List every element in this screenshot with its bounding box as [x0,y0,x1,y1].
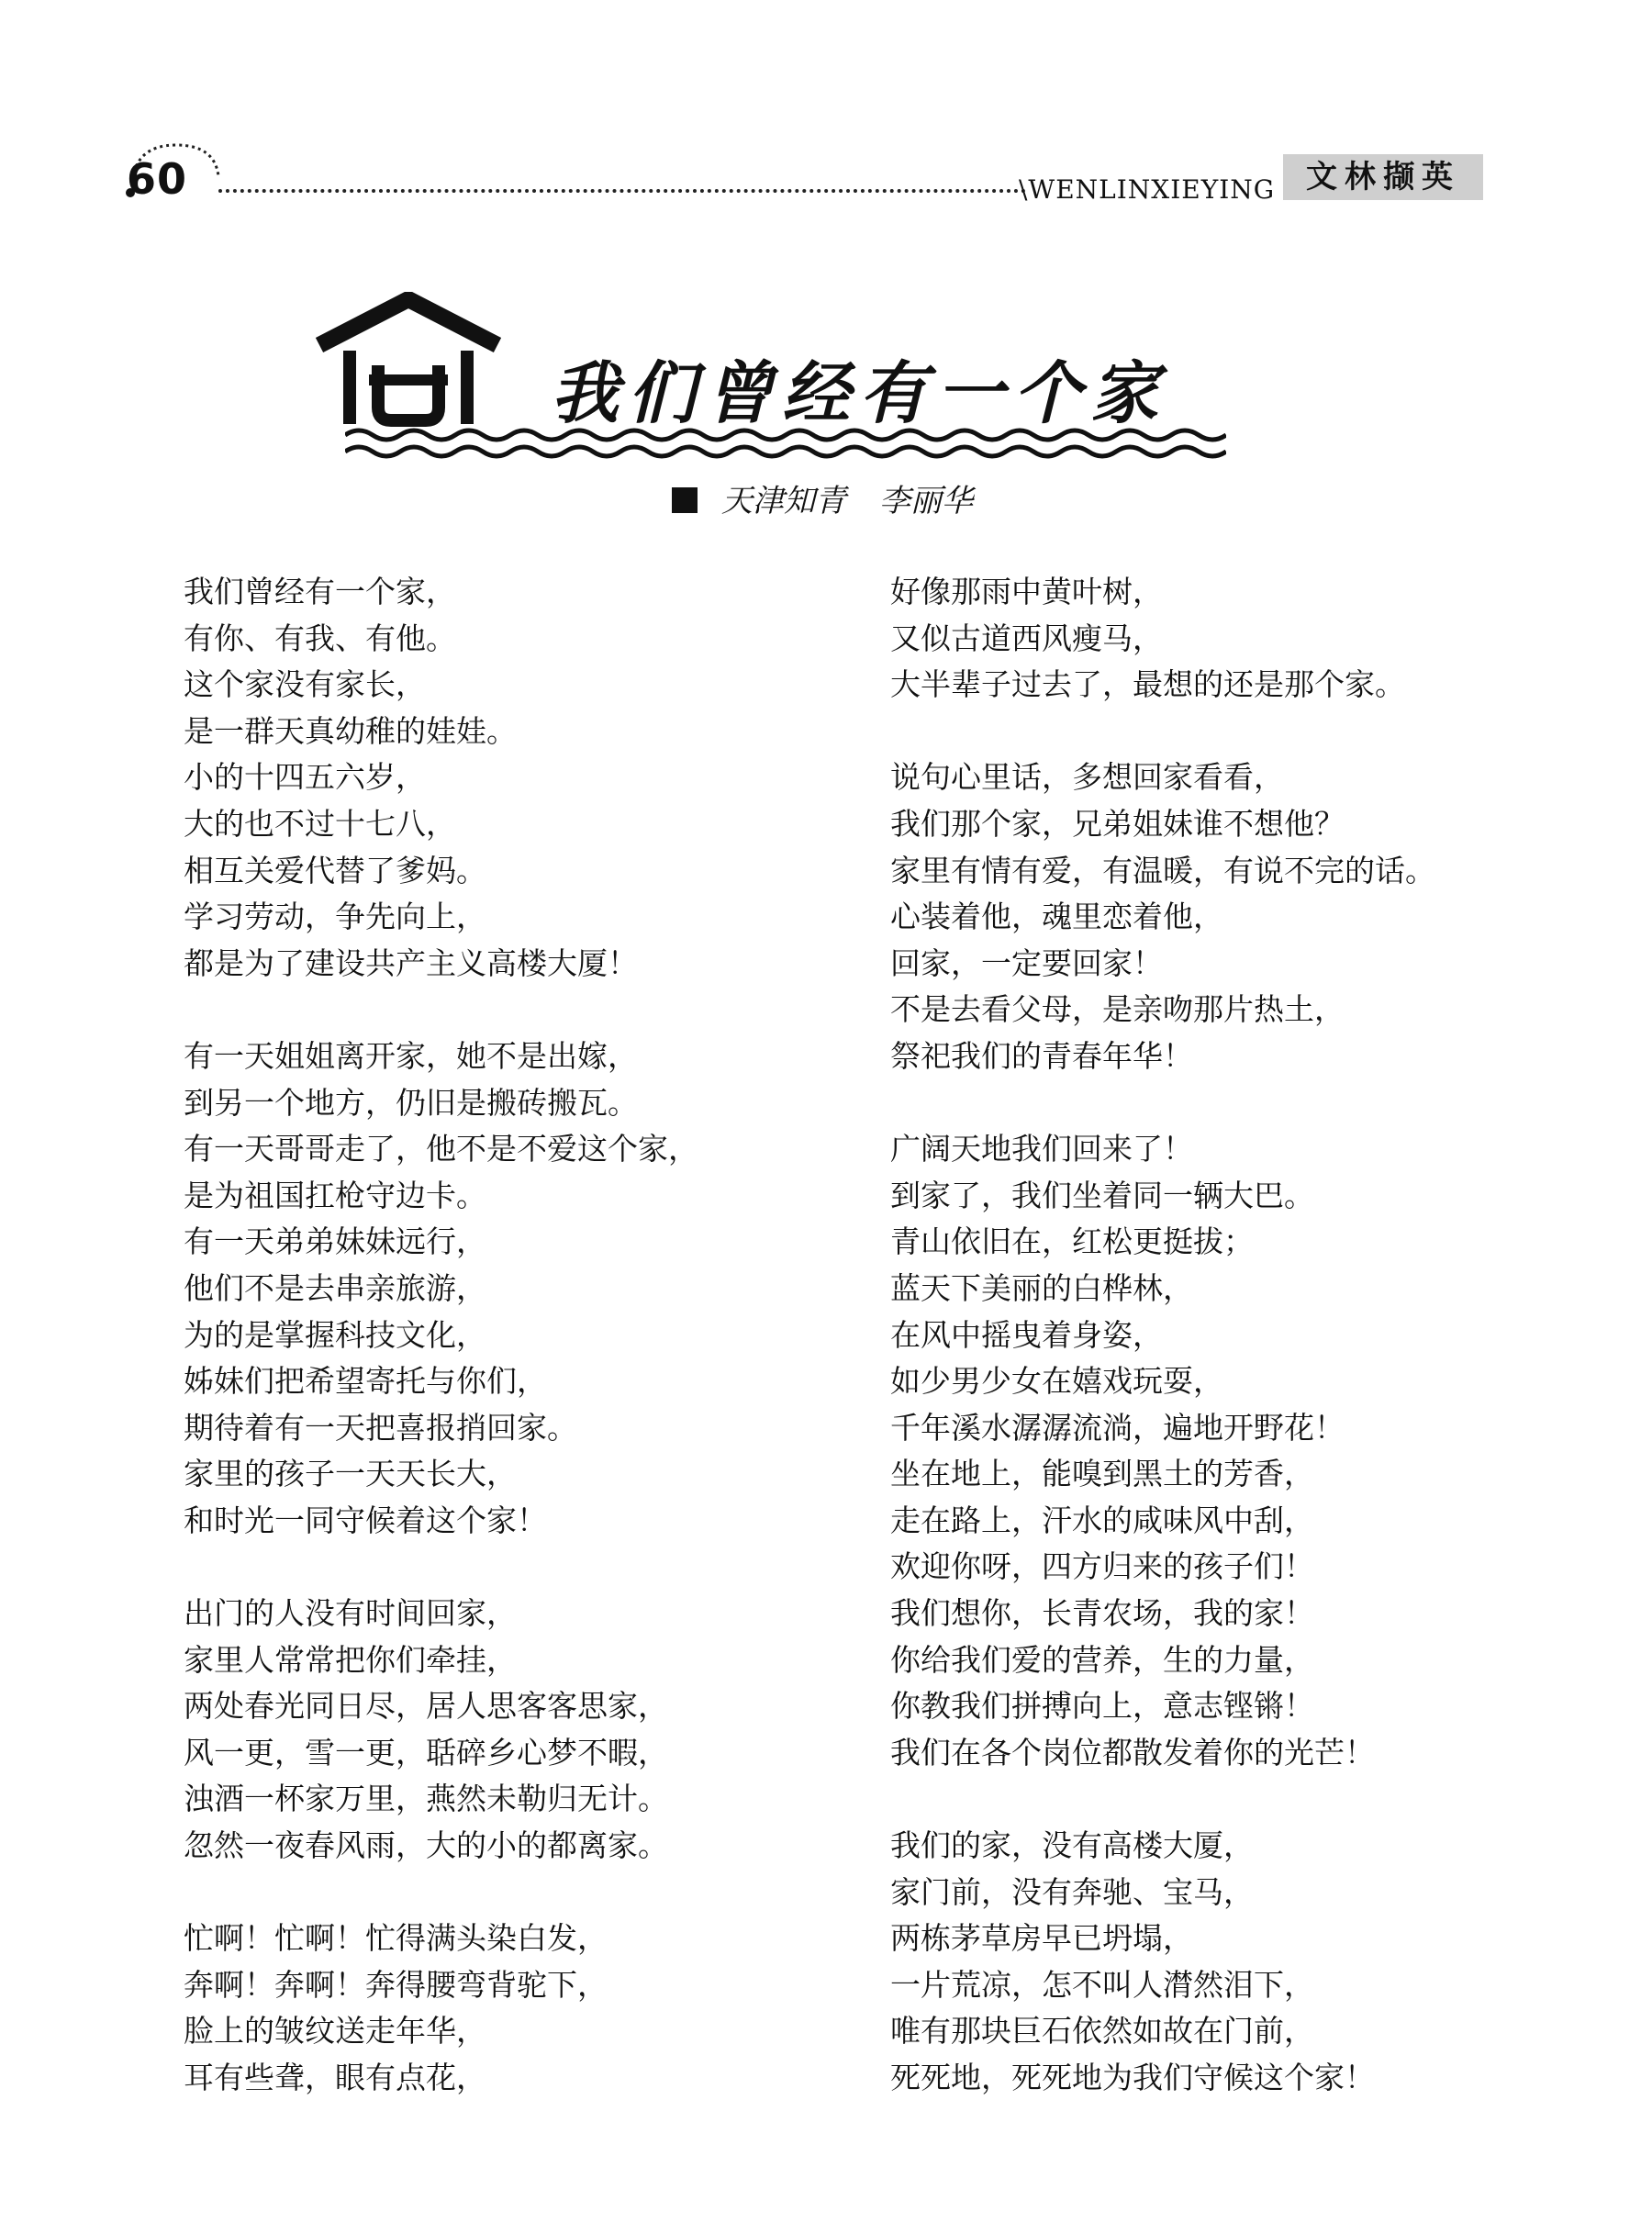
byline [672,475,973,520]
poem-line: 在风中摇曳着身姿， [890,1316,1163,1353]
poem-line: 大半辈子过去了，最想的还是那个家。 [890,666,1405,703]
poem-line: 你给我们爱的营养，生的力量， [890,1641,1314,1678]
dotted-leader-line [218,189,1026,193]
stanza-gap [184,1544,826,1591]
poem-line: 你教我们拼搏向上，意志铿锵！ [890,1688,1314,1725]
poem-line: 家里的孩子一天天长大， [184,1456,517,1492]
article-title: 我们曾经有一个家 [551,354,1167,433]
poem-line: 是为祖国扛枪守边卡。 [184,1177,486,1213]
poem-line: 青山依旧在，红松更挺拔； [890,1223,1254,1260]
poem-line: 又似古道西风瘦马， [890,620,1163,656]
poem-line: 说句心里话，多想回家看看， [890,759,1284,796]
poem-line: 两处春光同日尽，居人思客客思家， [184,1688,668,1725]
poem-line: 为的是掌握科技文化， [184,1316,486,1353]
poem-line: 不是去看父母，是亲吻那片热土， [890,991,1345,1028]
poem-line: 回家，一定要回家！ [890,944,1163,981]
poem-line: 都是为了建设共产主义高楼大厦！ [184,944,638,981]
poem-line: 我们那个家，兄弟姐妹谁不想他？ [890,805,1345,842]
wave-underline-decoration [345,424,1226,461]
byline-square-bullet [672,487,698,513]
magazine-name: \WENLINXIEYING [1019,174,1276,205]
poem-line: 出门的人没有时间回家， [184,1595,517,1632]
poem-line: 到另一个地方，仍旧是搬砖搬瓦。 [184,1084,638,1121]
stanza-gap [890,1080,1551,1127]
poem-line: 走在路上，汗水的咸味风中刮， [890,1502,1314,1538]
poem-line: 我们的家，没有高楼大厦， [890,1827,1254,1864]
poem-line: 好像那雨中黄叶树， [890,574,1163,609]
poem-line: 我们在各个岗位都散发着你的光芒！ [890,1734,1375,1770]
poem-line: 和时光一同守候着这个家！ [184,1502,547,1538]
poem-line: 欢迎你呀，四方归来的孩子们！ [890,1548,1314,1585]
poem-line: 期待着有一天把喜报捎回家。 [184,1409,577,1446]
poem-line: 蓝天下美丽的白桦林， [890,1269,1193,1306]
stanza-gap [890,1776,1551,1823]
poem-line: 如少男少女在嬉戏玩耍， [890,1363,1223,1400]
poem-line: 他们不是去串亲旅游， [184,1269,486,1306]
title-block [312,285,1230,468]
poem-line: 小的十四五六岁， [184,759,426,796]
stanza-gap [184,1870,826,1916]
poem-line: 唯有那块巨石依然如故在门前， [890,2013,1314,2050]
poem-line: 有你、有我、有他。 [184,620,456,656]
poem-line: 耳有些聋，眼有点花， [184,2060,486,2095]
poem-line: 广阔天地我们回来了！ [890,1131,1193,1167]
poem-line: 这个家没有家长， [184,666,426,703]
poem-line: 我们想你，长青农场，我的家！ [890,1595,1314,1632]
poem-line: 相互关爱代替了爹妈。 [184,852,486,888]
poem-line: 祭祀我们的青春年华！ [890,1037,1193,1074]
poem-line: 坐在地上，能嗅到黑土的芳香， [890,1456,1314,1492]
byline-source: 天津知青 [721,483,846,519]
poem-line: 有一天哥哥走了，他不是不爱这个家， [184,1131,698,1167]
stanza-gap [890,709,1551,755]
poem-line: 浊酒一杯家万里，燕然未勒归无计。 [184,1781,668,1817]
section-label: 文林撷英 [1283,154,1483,200]
poem-left-column [184,569,826,2102]
poem-line: 家里人常常把你们牵挂， [184,1641,517,1678]
poem-line: 学习劳动，争先向上， [184,899,486,935]
poem-line: 一片荒凉，怎不叫人潸然泪下， [890,1966,1314,2003]
poem-right-column [890,569,1551,2102]
poem-line: 我们曾经有一个家， [184,574,456,609]
page-number: 60 [127,154,188,204]
page-header [0,0,1652,220]
poem-line: 有一天姐姐离开家，她不是出嫁， [184,1037,638,1074]
poem-line: 家门前，没有奔驰、宝马， [890,1873,1254,1910]
poem-line: 忽然一夜春风雨，大的小的都离家。 [184,1827,668,1864]
poem-line: 家里有情有爱，有温暖，有说不完的话。 [890,852,1435,888]
stanza-gap [184,987,826,1033]
poem-line: 有一天弟弟妹妹远行， [184,1223,486,1260]
poem-line: 两栋茅草房早已坍塌， [890,1920,1193,1957]
poem-line: 奔啊！奔啊！奔得腰弯背驼下， [184,1966,608,2003]
poem-line: 是一群天真幼稚的娃娃。 [184,712,517,749]
house-icon [312,292,505,430]
byline-author: 李丽华 [879,483,973,519]
poem-line: 风一更，雪一更，聒碎乡心梦不暇， [184,1734,668,1770]
poem-line: 姊妹们把希望寄托与你们， [184,1363,547,1400]
poem-line: 大的也不过十七八， [184,805,456,842]
poem-line: 心装着他，魂里恋着他， [890,899,1223,935]
poem-line: 到家了，我们坐着同一辆大巴。 [890,1177,1314,1213]
poem-line: 千年溪水潺潺流淌，遍地开野花！ [890,1409,1345,1446]
poem-line: 脸上的皱纹送走年华， [184,2013,486,2050]
poem-line: 忙啊！忙啊！忙得满头染白发， [184,1920,608,1957]
poem-line: 死死地，死死地为我们守候这个家！ [890,2060,1375,2095]
